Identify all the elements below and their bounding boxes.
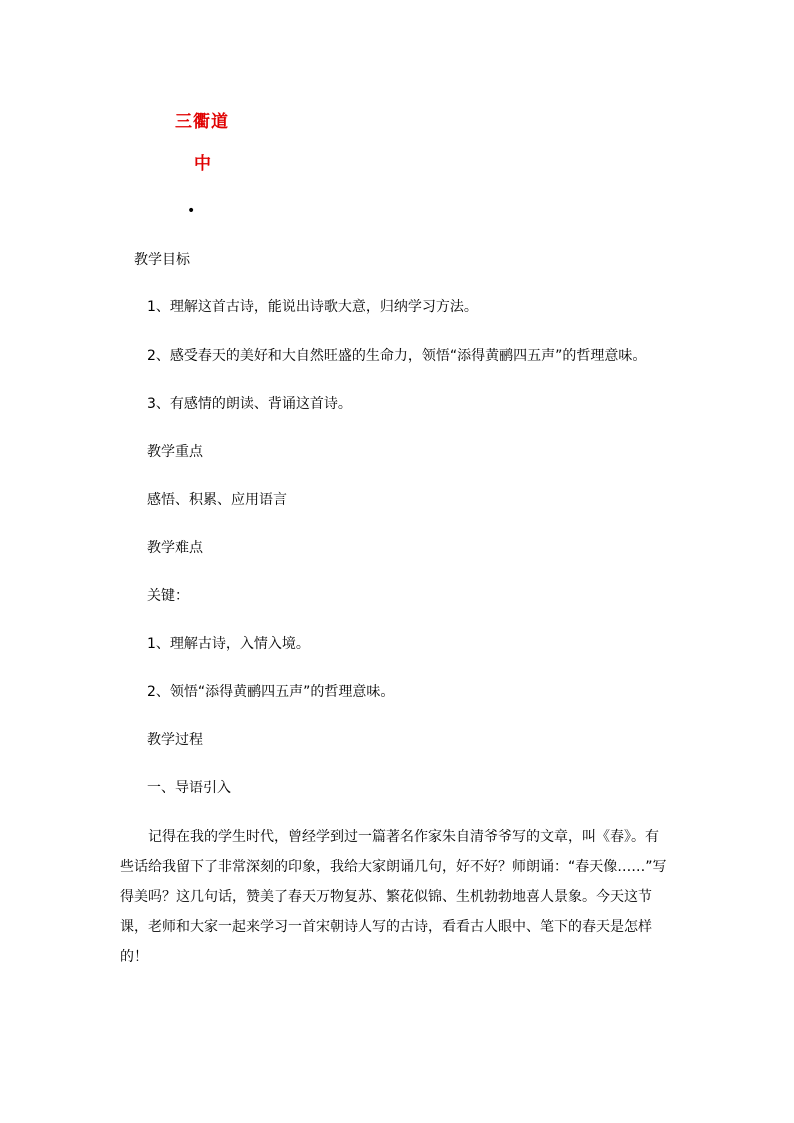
difficulty-heading: 教学难点 [147, 540, 203, 556]
poem-title-line1: 三衢道 [175, 112, 229, 132]
intro-paragraph [120, 822, 668, 972]
difficulty-item-2: 2、领悟“添得黄鹂四五声”的哲理意味。 [147, 684, 395, 700]
intro-paragraph-text: 记得在我的学生时代，曾经学到过一篇著名作家朱自清爷爷写的文章，叫《春》。有些话给我留下了非常深刻的印象，我给大家朗诵几句，好不好？师朗诵：“春天像……”写得美吗？这几句话，赞美了春天万物复苏、繁花似锦、生机勃勃地喜人景象。今天这节课，老师和大家一起来学习一首宋朝诗人写的古诗，看看古人眼中、笔下的春天是怎样的！ [120, 829, 667, 965]
goal-item-3: 3、有感情的朗读、背诵这首诗。 [147, 396, 352, 412]
difficulty-item-1: 1、理解古诗，入情入境。 [147, 636, 310, 652]
process-step-1: 一、导语引入 [147, 780, 231, 796]
key-points-heading: 教学重点 [147, 444, 203, 460]
goal-item-2: 2、感受春天的美好和大自然旺盛的生命力，领悟“添得黄鹂四五声”的哲理意味。 [147, 348, 647, 364]
goal-item-1: 1、理解这首古诗，能说出诗歌大意，归纳学习方法。 [147, 299, 478, 315]
process-heading: 教学过程 [147, 732, 203, 748]
goals-heading: 教学目标 [134, 252, 190, 268]
key-label: 关键： [147, 588, 189, 604]
poem-title-line2: 中 [194, 154, 212, 174]
bullet-marker: • [187, 203, 196, 219]
key-points-content: 感悟、积累、应用语言 [147, 492, 287, 508]
